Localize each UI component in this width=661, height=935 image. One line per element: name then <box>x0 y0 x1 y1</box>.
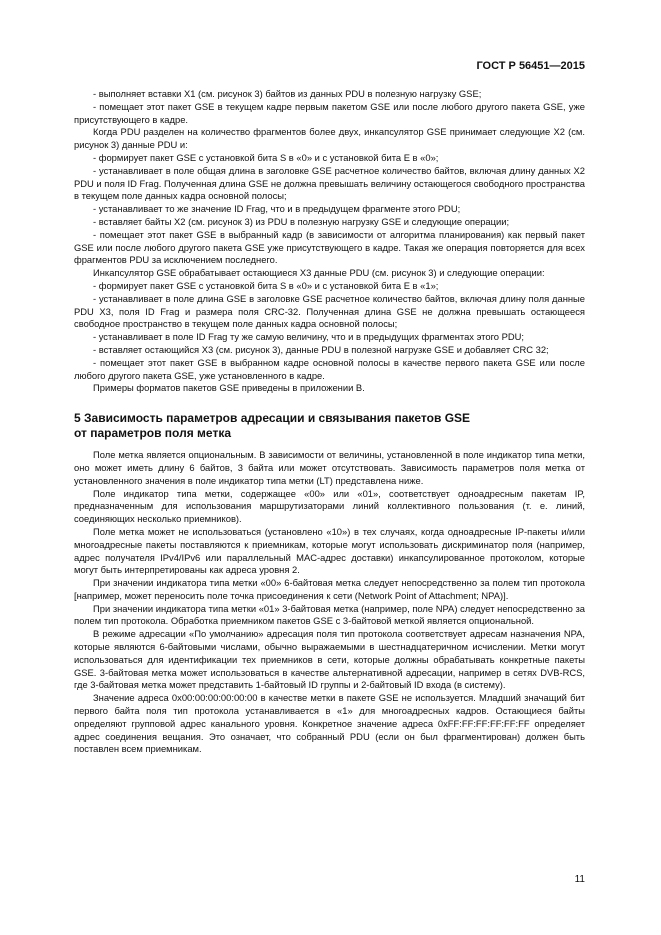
paragraph: Когда PDU разделен на количество фрагментов более двух, инкапсулятор GSE принимает следующие X2 (см. рисунок 3) данные PDU и: <box>74 126 585 151</box>
section-title-line2: от параметров поля метка <box>74 426 231 441</box>
section-heading <box>74 411 585 441</box>
paragraph: - формирует пакет GSE с установкой бита S в «0» и с установкой бита E в «1»; <box>93 279 439 291</box>
paragraph: При значении индикатора типа метки «01» 3-байтовая метка (например, поле NPA) следует непосредственно за полем тип протокола. Обработка приемником пакетов GSE с 3-байтовой меткой является опциональной. <box>74 602 585 627</box>
paragraph: Инкапсулятор GSE обрабатывает остающиеся X3 данные PDU (см. рисунок 3) и следующие операции: <box>93 267 545 279</box>
paragraph: При значении индикатора типа метки «00» 6-байтовая метка следует непосредственно за полем тип протокола [например, может переносить поле точка присоединения к сети (Network Point of Attachment; NPA)]. <box>74 577 585 601</box>
paragraph: - вставляет остающийся X3 (см. рисунок 3), данные PDU в полезной нагрузке GSE и добавляет CRC 32; <box>93 343 549 355</box>
paragraph: - устанавливает то же значение ID Frag, что и в предыдущем фрагменте этого PDU; <box>93 203 461 215</box>
paragraph: - вставляет байты X2 (см. рисунок 3) из PDU в полезную нагрузку GSE и следующие операции; <box>93 215 510 227</box>
paragraph: - помещает этот пакет GSE в выбранном кадре основной полосы в качестве первого пакета GSE или после любого другого пакета GSE, уже установленного в кадре. <box>74 356 585 381</box>
paragraph: В режиме адресации «По умолчанию» адресация поля тип протокола соответствует адресам назначения NPA, которые являются 6-байтовыми числами, обычно выражаемыми в шестнадцатеричном исчислении. Метки могут использоваться для идентификации тех приемников в сети, которые должны обрабатывать конкретные пакеты GSE. 3-байтовая метка может использоваться в качестве альтернативной адресации, например в сетях DVB-RCS, где 3-байтовая метка может представить 1-байтовый ID группы и 2-байтовый ID входа (в систему). <box>74 628 585 691</box>
paragraph: - выполняет вставки X1 (см. рисунок 3) байтов из данных PDU в полезную нагрузку GSE; <box>93 88 482 99</box>
section-title-line1: 5 Зависимость параметров адресации и связывания пакетов GSE <box>74 411 471 426</box>
paragraph: Поле метка является опциональным. В зависимости от величины, установленной в поле индикатор типа метки, оно может иметь длину 6 байтов, 3 байта или может отсутствовать. Зависимость параметров поля метка от установленного значения в поле индикатор типа метки (LT) представлена ниже. <box>74 449 585 486</box>
page-number: 11 <box>574 874 585 885</box>
paragraph: - устанавливает в поле длина GSE в заголовке GSE расчетное количество байтов, включая длину поля данные PDU X3, поля ID Frag и размера поля CRC-32. Полученная длина GSE не должна превышать остающееся свободное пространство в текущем поле данных кадра основной полосы; <box>74 292 585 330</box>
paragraph: - помещает этот пакет GSE в текущем кадре первым пакетом GSE или после любого другого пакета GSE, уже присутствующего в кадре. <box>74 100 585 125</box>
paragraph: - формирует пакет GSE с установкой бита S в «0» и с установкой бита E в «0»; <box>93 151 439 163</box>
document-header: ГОСТ Р 56451—2015 <box>476 60 585 72</box>
paragraph: Примеры форматов пакетов GSE приведены в приложении В. <box>93 382 365 394</box>
paragraph: Поле индикатор типа метки, содержащее «00» или «01», соответствует одноадресным пакетам IP, предназначенным для использования маршрутизаторами линий коллективного пользования (т. е. линий, соединяющих несколько приемников). <box>74 487 585 525</box>
paragraph: - устанавливает в поле ID Frag ту же самую величину, что и в предыдущих фрагментах этого PDU; <box>93 331 524 343</box>
page-content <box>74 88 585 756</box>
paragraph: - помещает этот пакет GSE в выбранный кадр (в зависимости от алгоритма планирования) как первый пакет GSE или после любого другого пакета GSE уже присутствующего в кадре. Такая же операция повторяется для всех фрагментов PDU за исключением последнего. <box>74 228 585 266</box>
paragraph: - устанавливает в поле общая длина в заголовке GSE расчетное количество байтов, включая длину данных X2 PDU и поля ID Frag. Полученная длина GSE не должна превышать величину остающегося свободного пространства в текущем поле данных кадра основной полосы; <box>74 164 585 202</box>
paragraph: Поле метка может не использоваться (установлено «10») в тех случаях, когда одноадресные IP-пакеты и/или многоадресные пакеты поставляются к приемникам, которые могут использовать дискриминатор поля (например, адрес получателя IPv4/IPv6 или параллельный MAC-адрес доставки) инкапсулированное протоколом, которые могут быть интерпретированы как адреса уровня 2. <box>74 525 585 576</box>
paragraph: Значение адреса 0x00:00:00:00:00:00 в качестве метки в пакете GSE не используется. Младший значащий бит первого байта поля тип протокола устанавливается в «1» для многоадресных кадров. Остающиеся байты определяют групповой адрес канального уровня. Конкретное значение адреса 0xFF:FF:FF:FF:FF:FF определяет адрес соединения вещания. Это означает, что собранный PDU (если он был фрагментирован) должен быть поставлен всем приемникам. <box>74 692 585 755</box>
